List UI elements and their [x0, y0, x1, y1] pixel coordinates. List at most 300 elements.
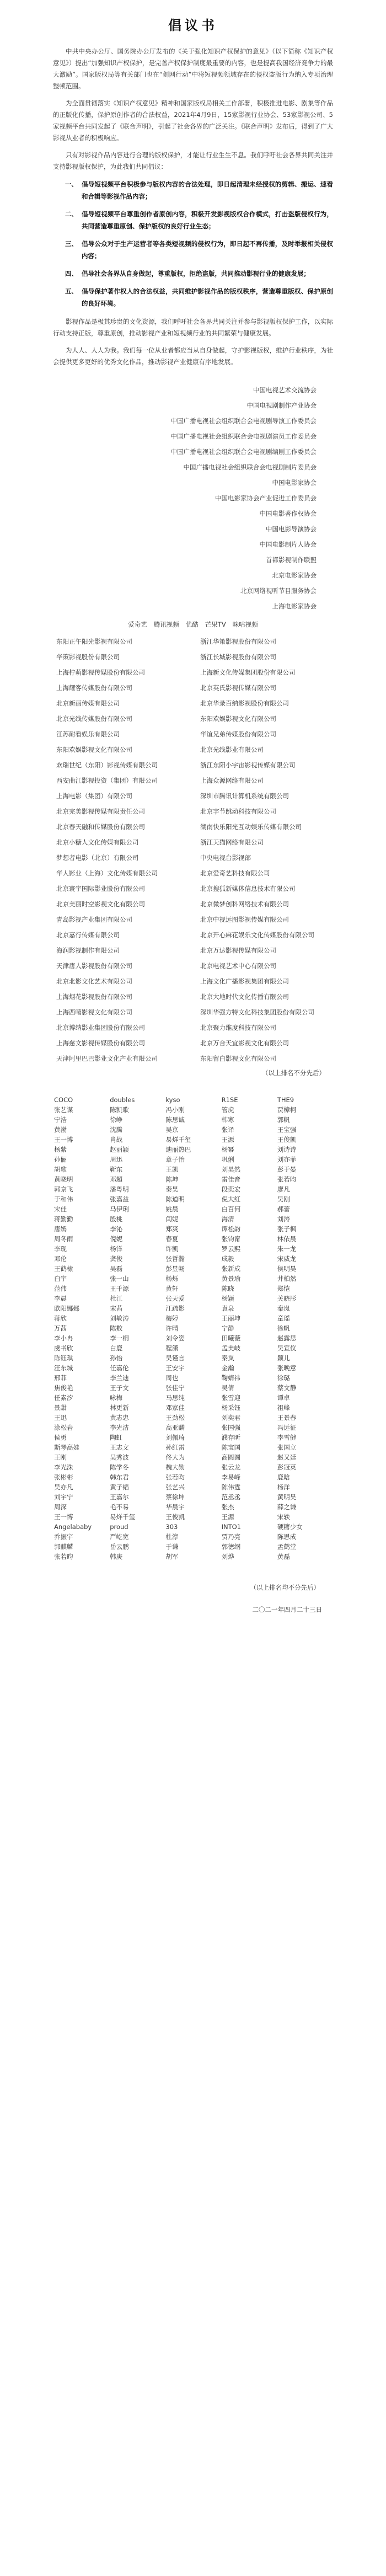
artist-name: 沈腾: [110, 1126, 123, 1134]
association-name: 中国广播电视社会组织联合会电视剧编剧工作委员会: [170, 448, 317, 456]
company-name: 北京字节跳动科技有限公司: [200, 808, 276, 815]
artist-name: 贾乃亮: [221, 1533, 241, 1541]
artist-name: 春夏: [165, 1235, 179, 1243]
artist-name: 王安宇: [165, 1364, 185, 1372]
company-name: 北京微梦创科网络技术有限公司: [200, 900, 289, 908]
artist-name: 秦岚: [277, 1305, 290, 1312]
association-name: 中国电影导演协会: [266, 525, 317, 533]
artist-name: 岳云鹏: [110, 1543, 129, 1551]
artist-name: 高亚麟: [165, 1424, 185, 1431]
artist-name: 朱一龙: [277, 1245, 297, 1253]
company-name: 上海烟花影视股份有限公司: [56, 993, 132, 1001]
intro-paragraph: 中共中央办公厅、国务院办公厅发布的《关于强化知识产权保护的意见》（以下简称《知识产权意见》）提出“加强知识产权保护，是完善产权保护制度最重要的内容，也是提高我国经济竞争力的最大激励”。国家版权局等有关部门也在“剑网行动”中将短视频领域存在的侵权盗版行为纳入专项治理整顿范围。: [53, 47, 333, 90]
artist-name: 林依晨: [277, 1235, 297, 1243]
artist-name: 徐帆: [277, 1324, 290, 1332]
artist-name: 宋茜: [110, 1305, 123, 1312]
artist-name: 白鹿: [110, 1344, 123, 1352]
company-name: 北京完美影视传媒有限责任公司: [56, 808, 145, 815]
artist-name: 王鹤棣: [54, 1265, 73, 1273]
company-name: 北京搜狐新媒体信息技术有限公司: [200, 885, 296, 892]
artist-name: 赵又廷: [277, 1453, 297, 1461]
artist-name: 孙俪: [54, 1156, 67, 1163]
artist-name: 张国立: [277, 1444, 297, 1451]
artist-name: 景甜: [54, 1404, 67, 1412]
artist-name: 黄磊: [277, 1553, 290, 1560]
company-name: 华谊兄弟传媒股份有限公司: [200, 730, 276, 738]
artist-name: 濮存昕: [221, 1434, 241, 1441]
association-name: 首都影视制作联盟: [266, 556, 317, 564]
artist-name: 江疏影: [165, 1305, 185, 1312]
company-name: 上海新文化传媒集团股份有限公司: [200, 669, 296, 676]
artist-name: 蔡徐坤: [165, 1493, 185, 1501]
company-name: 东阳欢娱影视文化有限公司: [56, 746, 132, 753]
company-name: 北京春天融和传媒股份有限公司: [56, 823, 145, 831]
company-name: 北京北影文化艺术有限公司: [56, 977, 132, 985]
artist-name: 侯勇: [54, 1434, 67, 1441]
artist-name: 王俊凯: [277, 1136, 297, 1143]
company-name: 北京博纳影业集团股份有限公司: [56, 1024, 145, 1032]
artist-name: 任嘉伦: [110, 1364, 129, 1372]
company-name: 北京大地时代文化传播有限公司: [200, 993, 289, 1001]
proposal-item: [53, 178, 333, 202]
intro-paragraph: 为全面贯彻落实《知识产权意见》精神和国家版权局相关工作部署，积极推进电影、剧集等作品的正版化传播，保护原创作者的合法权益，2021年4月9日，15家影视行业协会、53家影视公司、5家视频平台共同发起了《联合声明》，引起了社会各界的广泛关注。《联合声明》发布后，得到了广大影视从业者的积极响应。: [53, 99, 333, 142]
artist-name: 刘奕君: [221, 1414, 241, 1421]
proposal-item: [53, 238, 333, 262]
artist-name: 刘烨: [221, 1553, 234, 1560]
artist-name: 关晓彤: [277, 1295, 297, 1302]
artist-name: 秦昊: [165, 1185, 179, 1193]
artist-name: 刘昊然: [221, 1166, 241, 1173]
artist-name: 孟美岐: [221, 1344, 241, 1352]
artist-name: 郑爽: [165, 1225, 179, 1233]
artist-name: 万茜: [54, 1324, 67, 1332]
company-name: 北京中视远图影视传媒有限公司: [200, 916, 289, 923]
artist-name: 殷桃: [110, 1215, 123, 1223]
company-name: 北京新丽传媒有限公司: [56, 699, 120, 707]
artist-name: 秦岚: [221, 1354, 234, 1362]
company-name: 东阳欢娱影视文化有限公司: [200, 715, 276, 723]
artist-name: 王宝强: [277, 1126, 297, 1134]
artist-name: 硬糖少女: [277, 1523, 303, 1531]
artist-name: 毛不易: [110, 1503, 129, 1511]
artist-name: 陈钰琪: [54, 1354, 73, 1362]
artist-name: 侯明昊: [277, 1265, 297, 1273]
artist-name: 303: [165, 1523, 178, 1531]
artist-name: 刘敏涛: [110, 1314, 129, 1322]
artist-name: 范伟: [54, 1285, 67, 1292]
artist-name: 陈伟霆: [221, 1483, 241, 1491]
artist-name: 宋佳: [54, 1205, 67, 1213]
company-name: 华策影视股份有限公司: [56, 653, 120, 661]
company-name: 东阳留白影视文化有限公司: [200, 1055, 276, 1062]
company-name: 湖南快乐阳光互动娱乐传媒有限公司: [200, 823, 302, 831]
artist-name: 郭德纲: [221, 1543, 241, 1551]
artist-name: 虞书欣: [54, 1344, 73, 1352]
artist-name: 张嘉益: [110, 1195, 129, 1203]
artist-name: 张杰: [221, 1503, 234, 1511]
artist-name: 黄子韬: [110, 1483, 129, 1491]
artist-name: 宋轶: [277, 1513, 290, 1521]
artist-name: 李一桐: [110, 1334, 129, 1342]
artist-name: 王一博: [54, 1513, 73, 1521]
artist-name: 彭于晏: [277, 1166, 297, 1173]
artist-name: 欧阳娜娜: [54, 1305, 79, 1312]
artist-name: 井柏然: [277, 1275, 297, 1282]
artist-name: 邓超: [110, 1175, 123, 1183]
artist-name: 陈晓: [221, 1285, 234, 1292]
artist-name: 孙红雷: [165, 1444, 185, 1451]
company-name: 北京聚力维度科技有限公司: [200, 1024, 276, 1032]
company-name: 北京开心麻花娱乐文化传媒股份有限公司: [200, 931, 314, 939]
artist-name: 杨烁: [165, 1275, 179, 1282]
artist-name: 闫妮: [165, 1215, 179, 1223]
artist-name: 乔振宇: [54, 1533, 73, 1541]
artist-name: 杨洋: [110, 1245, 123, 1253]
artist-name: 陶虹: [110, 1434, 123, 1441]
company-name: 北京嘉行传媒有限公司: [56, 931, 120, 939]
association-name: 中国广播电视社会组织联合会电视剧演员工作委员会: [170, 432, 317, 440]
platform-name: 优酷: [185, 621, 199, 628]
company-name: 西安曲江影视投资（集团）有限公司: [56, 777, 158, 784]
company-name: 北京爱奇艺科技有限公司: [200, 869, 270, 877]
artist-name: 彭冠英: [277, 1463, 297, 1471]
company-name: 北京寰宇国际影业股份有限公司: [56, 885, 145, 892]
company-name: 深圳华强方特文化科技集团股份有限公司: [200, 1008, 314, 1016]
artist-name: 韩庚: [110, 1553, 123, 1560]
artist-name: 张艺谋: [54, 1106, 73, 1114]
artist-name: 马伊琍: [110, 1205, 129, 1213]
artist-name: 于和伟: [54, 1195, 73, 1203]
company-name: 浙江华策影视股份有限公司: [200, 638, 276, 645]
artist-name: 马思纯: [165, 1394, 185, 1402]
artist-name: 李晨: [54, 1295, 67, 1302]
artist-name: 陈思诚: [165, 1116, 185, 1124]
artist-name: 肖战: [110, 1136, 123, 1143]
company-name: 北京光线影业有限公司: [200, 746, 264, 753]
artist-name: 倪妮: [110, 1235, 123, 1243]
artist-name: 韩东君: [110, 1473, 129, 1481]
proposal-text: 倡导社会各界从自身做起，尊重版权，拒绝盗版，共同推动影视行业的健康发展；: [82, 270, 310, 277]
artist-name: 吴谨言: [165, 1354, 185, 1362]
company-name: 梦想者电影（北京）有限公司: [56, 854, 139, 862]
artist-name: 杨颖: [221, 1295, 234, 1302]
proposal-number: 一、: [65, 180, 78, 188]
company-name: 上海文化广播影视集团有限公司: [200, 977, 289, 985]
artist-name: 海清: [221, 1215, 234, 1223]
artist-name: 汪东城: [54, 1364, 73, 1372]
artist-name: 谭卓: [277, 1394, 290, 1402]
company-name: 上海慈文影视传媒股份有限公司: [56, 1039, 145, 1047]
company-name: 上海柠萌影视传媒股份有限公司: [56, 669, 145, 676]
artist-name: 黄景瑜: [221, 1275, 241, 1282]
artist-name: 周也: [165, 1374, 179, 1382]
artist-name: 杜淳: [165, 1533, 179, 1541]
company-name: 江苏耐看娱乐有限公司: [56, 730, 120, 738]
artist-name: 吴磊: [110, 1265, 123, 1273]
artist-name: 严屹宽: [110, 1533, 129, 1541]
artist-name: 李小冉: [54, 1334, 73, 1342]
artist-name: 张钧甯: [221, 1235, 241, 1243]
company-name: 上海众源网络有限公司: [200, 777, 264, 784]
platform-name: 咪咕视频: [232, 621, 258, 628]
artist-name: 冯远征: [277, 1424, 297, 1431]
artist-name: 李雪健: [277, 1434, 297, 1441]
document-date: 二〇二一年四月二十三日: [252, 1606, 322, 1613]
artist-name: 郭麒麟: [54, 1543, 73, 1551]
artist-name: 郭帆: [277, 1116, 290, 1124]
artist-name: 冯小刚: [165, 1106, 185, 1114]
company-name: 天津唐人影视股份有限公司: [56, 962, 132, 970]
artist-name: 佟大为: [165, 1453, 185, 1461]
artist-name: 周迅: [110, 1156, 123, 1163]
artist-name: 张国强: [221, 1424, 241, 1431]
artist-name: 徐璐: [277, 1374, 290, 1382]
artist-name: 郝蕾: [277, 1205, 290, 1213]
artist-name: 刘诗诗: [277, 1146, 297, 1153]
artist-name: 陈凯歌: [110, 1106, 129, 1114]
artist-name: 周冬雨: [54, 1235, 73, 1243]
artist-name: 华晨宇: [165, 1503, 185, 1511]
proposal-number: 二、: [65, 210, 78, 218]
artist-name: 刘亦菲: [277, 1156, 297, 1163]
artist-name: 张新成: [221, 1265, 241, 1273]
artist-name: 李兰迪: [110, 1374, 129, 1382]
artist-name: 刘宇宁: [54, 1493, 73, 1501]
artist-name: 徐峥: [110, 1116, 123, 1124]
artist-name: R1SE: [221, 1096, 238, 1104]
association-name: 中国电视艺术交流协会: [253, 386, 317, 394]
proposal-list: [53, 178, 333, 309]
artist-name: 王景春: [277, 1414, 297, 1421]
artist-name: 黄明昊: [277, 1493, 297, 1501]
artist-name: 迪丽热巴: [165, 1146, 191, 1153]
artist-name: 王俊凯: [165, 1513, 185, 1521]
artist-name: 颖儿: [277, 1354, 290, 1362]
artist-name: kyso: [165, 1096, 180, 1104]
artist-name: 赵丽颖: [110, 1146, 129, 1153]
company-name: 北京华录百纳影视股份有限公司: [200, 699, 289, 707]
proposal-text: 倡导公众对于生产运营者等各类短视频的侵权行为，即日起不再传播，及时举报相关侵权内容；: [82, 240, 333, 260]
artist-name: 成毅: [221, 1255, 234, 1263]
company-name: 浙江长城影视股份有限公司: [200, 653, 276, 661]
artist-name: 杨幂: [221, 1146, 234, 1153]
artist-name: 林更新: [110, 1404, 129, 1412]
company-name: 欢瑞世纪（东阳）影视传媒有限公司: [56, 761, 158, 769]
artist-name: 张若昀: [165, 1473, 185, 1481]
artist-name: 黄晓明: [54, 1175, 73, 1183]
artist-name: 李光洙: [54, 1463, 73, 1471]
artist-name: 鞠婧祎: [221, 1374, 241, 1382]
artist-name: 任素汐: [54, 1394, 73, 1402]
artist-name: THE9: [277, 1096, 294, 1104]
artist-name: 龚俊: [110, 1255, 123, 1263]
artist-name: 胡军: [165, 1553, 179, 1560]
artist-name: COCO: [54, 1096, 73, 1104]
artist-name: 孙怡: [110, 1354, 123, 1362]
artist-name: 王丽坤: [221, 1314, 241, 1322]
artist-name: 王嘉尔: [110, 1493, 129, 1501]
artist-name: 许凯: [165, 1245, 179, 1253]
artist-name: doubles: [110, 1096, 135, 1104]
artist-name: 白宇: [54, 1275, 67, 1282]
company-name: 浙江天猫网络有限公司: [200, 838, 264, 846]
company-name: 华人影业（上海）文化传媒有限公司: [56, 869, 158, 877]
artist-name: 童瑶: [277, 1314, 290, 1322]
artist-name: 张子枫: [277, 1225, 297, 1233]
artist-name: 蒋欣: [54, 1314, 67, 1322]
artist-name: 张若昀: [277, 1175, 297, 1183]
artist-name: 张晚意: [277, 1364, 297, 1372]
artist-name: 王劲松: [165, 1414, 185, 1421]
artist-name: 吴亦凡: [54, 1483, 73, 1491]
artist-name: 李易峰: [221, 1473, 241, 1481]
artist-name: 杨采钰: [221, 1404, 241, 1412]
artist-name: 刘佩琦: [165, 1434, 185, 1441]
artist-name: 吴宣仪: [277, 1344, 297, 1352]
artist-name: 斯琴高娃: [54, 1444, 79, 1451]
artist-name: Angelababy: [54, 1523, 92, 1531]
artist-name: 章子怡: [165, 1156, 185, 1163]
artist-name: 李现: [54, 1245, 67, 1253]
artist-name: 杜江: [110, 1295, 123, 1302]
artist-name: 唐嫣: [54, 1225, 67, 1233]
artist-name: 刘涛: [277, 1215, 290, 1223]
company-name: 上海西嘻影视文化有限公司: [56, 1008, 132, 1016]
order-note: （以上排名均不分先后）: [250, 1584, 320, 1591]
artist-name: 孟鹤堂: [277, 1543, 297, 1551]
artist-name: 段奕宏: [221, 1185, 241, 1193]
artist-name: 金瀚: [221, 1364, 234, 1372]
artist-name: 吴倩: [221, 1384, 234, 1392]
artist-name: 张若昀: [54, 1553, 73, 1560]
company-name: 海润影视制作有限公司: [56, 947, 120, 954]
artist-name: 吴刚: [277, 1195, 290, 1203]
artist-name: 廖凡: [277, 1185, 290, 1193]
artist-name: 邓家佳: [165, 1404, 185, 1412]
intro-paragraph: 只有对影视作品内容进行合理的版权保护，才能让行业生生不息。我们呼吁社会各界共同关注并支持影视版权保护，为此我们共同倡议：: [53, 151, 333, 170]
artist-name: 谭松韵: [221, 1225, 241, 1233]
artist-name: 陈思成: [277, 1533, 297, 1541]
artist-name: 黄轩: [165, 1285, 179, 1292]
company-name: 上海电影（集团）有限公司: [56, 792, 132, 800]
artist-name: 易烊千玺: [110, 1513, 136, 1521]
artist-name: 高圆圆: [221, 1453, 241, 1461]
artist-name: proud: [110, 1523, 128, 1531]
artist-name: 王千源: [110, 1285, 129, 1292]
artist-name: 程潇: [165, 1344, 179, 1352]
artist-name: 靳东: [110, 1166, 123, 1173]
artist-name: 黄渤: [54, 1126, 67, 1134]
association-name: 中国电影家协会产业促进工作委员会: [215, 494, 317, 502]
artist-name: 巩俐: [221, 1156, 234, 1163]
proposal-text: 倡导短视频平台积极参与版权内容的合法处理，即日起清理未经授权的剪辑、搬运、速看和合辑等影视作品内容；: [82, 180, 333, 200]
artist-name: 王凯: [165, 1166, 179, 1173]
artist-name: 宁浩: [54, 1116, 67, 1124]
proposal-item: [53, 268, 333, 280]
artist-name: 薛之谦: [277, 1503, 297, 1511]
association-name: 中国电影著作权协会: [259, 510, 317, 517]
artist-name: 陈学冬: [110, 1463, 129, 1471]
artist-name: 郑恺: [277, 1285, 290, 1292]
company-name: 北京小糖人文化传媒有限公司: [56, 838, 139, 846]
artist-name: 胡歌: [54, 1166, 67, 1173]
artist-name: 李沁: [110, 1225, 123, 1233]
artist-name: 许晴: [165, 1324, 179, 1332]
artist-name: 张佳宁: [165, 1384, 185, 1392]
artist-name: 管虎: [221, 1106, 234, 1114]
artist-name: 王刚: [54, 1453, 67, 1461]
artist-name: 范丞丞: [221, 1493, 241, 1501]
company-name: 北京电视艺术中心有限公司: [200, 962, 276, 970]
artist-name: 杨紫: [54, 1146, 67, 1153]
association-name: 上海电影家协会: [272, 602, 317, 610]
signatory-platforms: [53, 616, 333, 633]
artist-name: 王子文: [110, 1384, 129, 1392]
proposal-number: 三、: [65, 240, 78, 248]
artist-name: 宁静: [221, 1324, 234, 1332]
proposal-item: [53, 208, 333, 232]
artist-name: 蒋勤勤: [54, 1215, 73, 1223]
artist-name: 宋威龙: [277, 1255, 297, 1263]
closing-paragraph: 为人人、人人为我。我们每一位从业者都应当从自身做起，守护影视版权，维护行业秩序，为社会提供更多更好的优秀文化作品，推动影视产业健康有序地发展。: [53, 346, 333, 366]
artist-name: 赵露思: [277, 1334, 297, 1342]
proposal-text: 倡导保护著作权人的合法权益，共同维护影视作品的版权秩序，营造尊重版权、保护原创的良好环境。: [82, 287, 333, 307]
signatory-associations: [53, 382, 333, 614]
company-name: 深圳市腾讯计算机系统有限公司: [200, 792, 289, 800]
artist-name: 韩寒: [221, 1116, 234, 1124]
company-name: 天津阿里巴巴影业文化产业有限公司: [56, 1055, 158, 1062]
artist-name: 张雪迎: [221, 1394, 241, 1402]
page-title: 倡议书: [168, 18, 218, 33]
artist-name: 倪大红: [221, 1195, 241, 1203]
signatory-companies: [53, 634, 333, 1066]
company-name: 浙江东阳小宇宙影视传媒有限公司: [200, 761, 296, 769]
artist-name: 张彬彬: [54, 1473, 73, 1481]
association-name: 中国广播电视社会组织联合会电视剧制片委员会: [183, 463, 317, 471]
association-name: 中国广播电视社会组织联合会电视剧导演工作委员会: [170, 417, 317, 425]
artist-name: 杨洋: [277, 1483, 290, 1491]
artist-name: 罗云熙: [221, 1245, 241, 1253]
artist-name: 焦俊艳: [54, 1384, 73, 1392]
company-name: 东阳正午阳光影视有限公司: [56, 638, 132, 645]
artist-name: 梅婷: [165, 1314, 179, 1322]
artist-name: 张艺兴: [165, 1483, 185, 1491]
artist-name: 周深: [54, 1503, 67, 1511]
artist-name: 白百何: [221, 1205, 241, 1213]
artist-name: 雷佳音: [221, 1175, 241, 1183]
companies-order-note: （以上排名不分先后）: [262, 1069, 325, 1077]
platform-name: 爱奇艺: [128, 621, 147, 628]
artist-name: 姚晨: [165, 1205, 179, 1213]
artist-name: 张云龙: [221, 1463, 241, 1471]
company-name: 上海耀客传媒股份有限公司: [56, 684, 132, 692]
artist-name: 陈坤: [165, 1175, 179, 1183]
artist-name: 潘粤明: [110, 1185, 129, 1193]
artist-name: 张译: [221, 1126, 234, 1134]
company-name: 北京光线传媒股份有限公司: [56, 715, 132, 723]
company-name: 北京美丽时空影视文化有限公司: [56, 900, 145, 908]
artist-name: 祖峰: [277, 1404, 290, 1412]
artist-name: 陈宝国: [221, 1444, 241, 1451]
proposal-text: 倡导短视频平台尊重创作者原创内容，积极开发影视版权合作模式，打击盗版侵权行为，共同营造尊重原创、保护版权的良好行业生态；: [82, 210, 333, 230]
artist-name: 郭京飞: [54, 1185, 73, 1193]
artist-name: 易烊千玺: [165, 1136, 191, 1143]
artist-name: 袁泉: [221, 1305, 234, 1312]
artist-name: 于谦: [165, 1543, 179, 1551]
artist-name: INTO1: [221, 1523, 241, 1531]
artist-name: 彭昱畅: [165, 1265, 185, 1273]
artist-name: 王一博: [54, 1136, 73, 1143]
